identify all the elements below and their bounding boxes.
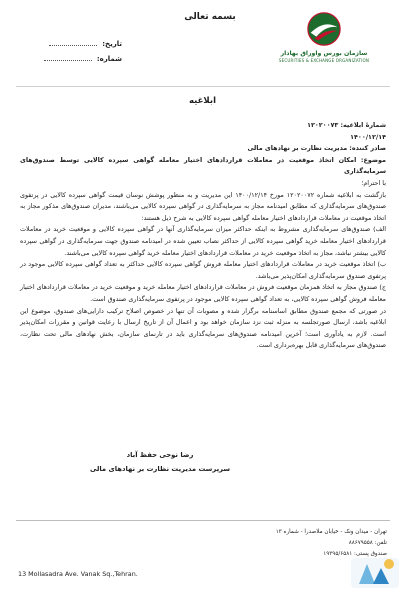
number-label: شماره: bbox=[96, 55, 122, 63]
footer-phone: تلفن: ۸۸۶۷۹۵۵۸ bbox=[348, 540, 387, 546]
signatory-role: سرپرست مدیریت نظارت بر نهادهای مالی bbox=[89, 465, 231, 473]
number-dots bbox=[44, 60, 92, 61]
document-title: ابلاغیه bbox=[189, 96, 216, 106]
org-name-fa: سازمان بورس واوراق بهادار bbox=[280, 50, 368, 57]
date-line bbox=[12, 40, 122, 48]
signatory-name: رضا نوحی حفظ آباد bbox=[126, 451, 194, 459]
ref-date: ۱۴۰۰/۱۲/۱۴ bbox=[350, 132, 386, 141]
letter-header bbox=[0, 0, 405, 80]
paragraph-closing: در صورتی که مجمع صندوق مطابق اساسنامه برگزار شده و مصوبات آن تنها در خصوص اصلاح ترکیب دارایی‌های صندوق، موضوع این ابلاغیه باشد، ارسال صورتجلسه به منزله ثبت نزد سازمان خواهد بود و اعمال آن از تاریخ ارسال با رعایت قوانین و مقررات امکان‌پذیر است. لازم به یادآوری است؛ آخرین امیدنامه صندوق‌های سرمایه‌گذاری باید در تارنمای سازمان، بخش نهادهای مالی تحت نظارت، صندوق‌های سرمایه‌گذاری قابل بهره‌برداری است. bbox=[20, 306, 386, 350]
issuer-value: مدیریت نظارت بر نهادهای مالی bbox=[247, 144, 348, 153]
organization-logo-icon bbox=[305, 10, 343, 48]
organization-logo bbox=[269, 10, 379, 80]
issuer-label: صادر کننده: bbox=[349, 144, 386, 153]
item-b: ب) اتخاذ موقعیت خرید در معاملات قراردادهای اختیار معامله فروش گواهی سپرده کالایی حداکثر به تعداد گواهی سپرده کالایی موجود در پرتفوی صندوق سرمایه‌گذاری امکان‌پذیر می‌باشد. bbox=[20, 260, 386, 280]
footer-address-en: 13 Mollasadra Ave. Vanak Sq.,Tehran. bbox=[18, 570, 138, 578]
footer-postal: صندوق پستی: ۱۹۳۹۵/۶۵۸۱ bbox=[323, 551, 387, 557]
item-a: الف) صندوق‌های سرمایه‌گذاری مشروط به اینکه حداکثر میزان سرمایه‌گذاری آنها در گواهی سپرده کالایی و موقعیت خرید در معاملات قراردادهای اختیار معامله خرید گواهی سپرده کالایی از حداکثر نصاب تعیین شده در امیدنامه صندوق جهت سرمایه‌گذاری در گواهی سپرده کالایی بیشتر نباشد، مجاز به اتخاذ موقعیت خرید در معاملات قراردادهای اختیار معامله خرید گواهی سپرده کالایی می‌باشند. bbox=[20, 225, 386, 257]
paragraph-intro: بازگشت به ابلاغیه شماره ۱۲۰۲۰۰۷۲ مورخ ۱۴۰۰/۱۲/۱۴ این مدیریت و به منظور پوشش نوسان قیمت گواهی سپرده کالایی در پرتفوی صندوق‌های سرمایه‌گذاری که مطابق امیدنامه مجاز به سرمایه‌گذاری در گواهی سپرده کالایی می‌باشند، مدیران صندوق‌های مذکور مجاز به اتخاذ موقعیت در معاملات قراردادهای اختیار معامله گواهی سپرده کالایی به شرح ذیل هستند: bbox=[20, 190, 386, 222]
date-label: تاریخ: bbox=[102, 40, 122, 48]
number-line bbox=[12, 55, 122, 63]
ref-number: شمارهٔ ابلاغیه: ۱۲۰۲۰۰۷۳ bbox=[307, 121, 386, 129]
watermark-logo-icon bbox=[349, 550, 401, 596]
issuer-line bbox=[20, 143, 386, 155]
bismillah: بسمه تعالی bbox=[184, 12, 236, 22]
greeting: با احترام؛ bbox=[361, 178, 386, 187]
footer-address: تهران - میدان ونک - خیابان ملاصدرا - شماره ۱۳ bbox=[275, 529, 387, 535]
subject-label: موضوع: bbox=[360, 155, 386, 164]
subject-value: امکان اتخاذ موقعیت در معاملات قراردادهای اختیار معامله گواهی سپرده کالایی توسط صندوق‌های سرمایه‌گذاری bbox=[20, 155, 386, 176]
document-body bbox=[20, 120, 386, 352]
signature-block bbox=[60, 448, 260, 476]
subject-line bbox=[20, 155, 386, 178]
item-c: ج) صندوق مجاز به اتخاذ همزمان موقعیت فروش در معاملات قراردادهای اختیار معامله خرید و موقعیت خرید در معاملات قراردادهای اختیار معامله فروش گواهی سپرده کالایی، به تعداد گواهی سپرده کالایی موجود در پرتفوی سرمایه‌گذاری صندوق است. bbox=[20, 283, 386, 303]
footer-divider bbox=[16, 520, 390, 521]
date-dots bbox=[49, 45, 97, 46]
org-name-en: SECURITIES & EXCHANGE ORGANIZATION bbox=[278, 58, 370, 63]
header-divider bbox=[16, 86, 390, 87]
